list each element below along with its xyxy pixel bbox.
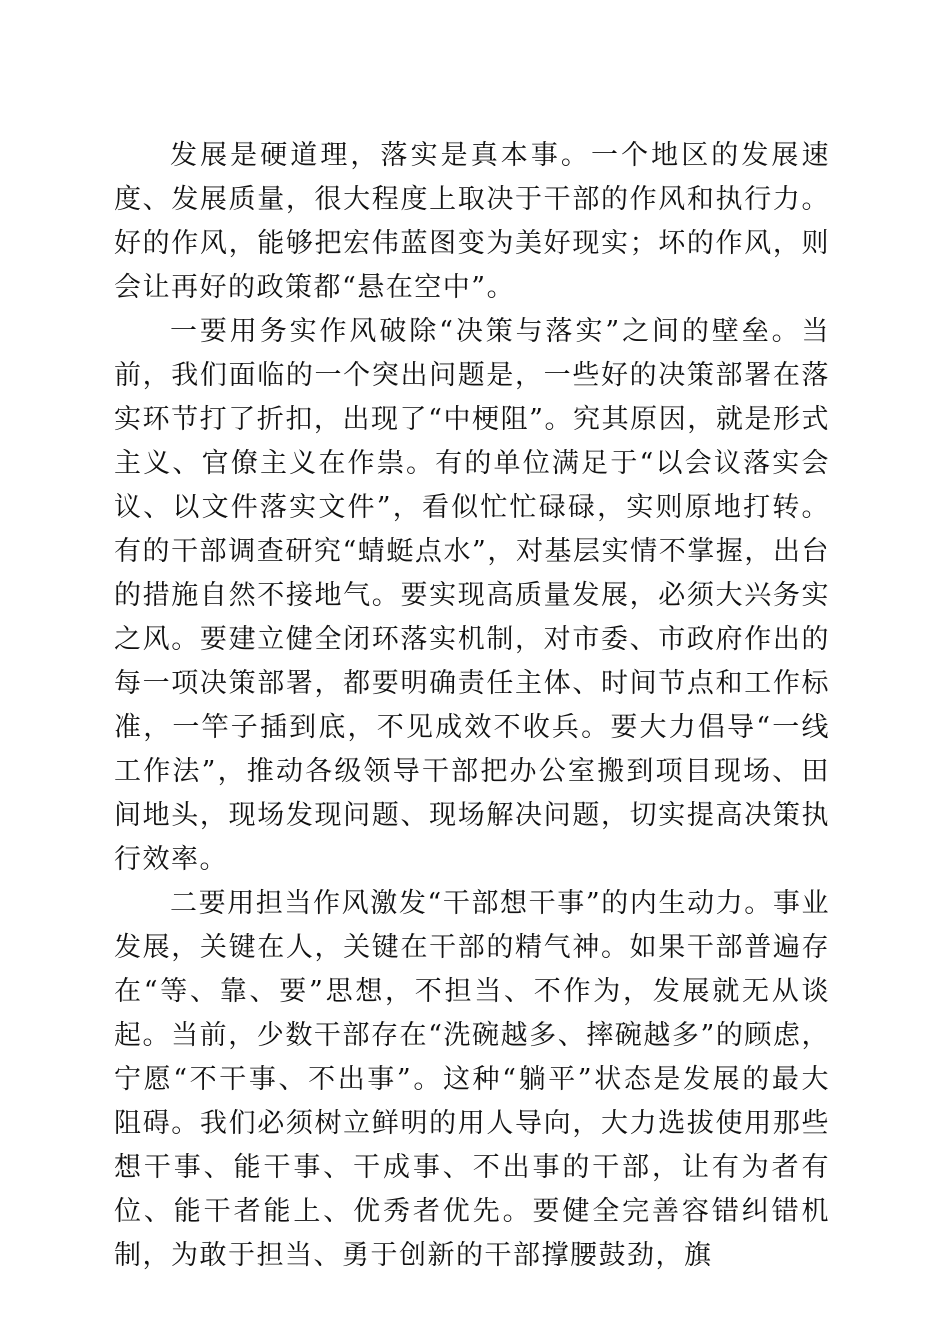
paragraph-intro: 发展是硬道理，落实是真本事。一个地区的发展速度、发展质量，很大程度上取决于干部的作风和执行力。好的作风，能够把宏伟蓝图变为美好现实；坏的作风，则会让再好的政策都“悬在空中”。 [114,140,830,303]
paragraph-point-one: 一要用务实作风破除“决策与落实”之间的壁垒。当前，我们面临的一个突出问题是，一些好的决策部署在落实环节打了折扣，出现了“中梗阻”。究其原因，就是形式主义、官僚主义在作祟。有的单位满足于“以会议落实会议、以文件落实文件”，看似忙忙碌碌，实则原地打转。有的干部调查研究“蜻蜓点水”，对基层实情不掌握，出台的措施自然不接地气。要实现高质量发展，必须大兴务实之风。要建立健全闭环落实机制，对市委、市政府作出的每一项决策部署，都要明确责任主体、时间节点和工作标准，一竿子插到底，不见成效不收兵。要大力倡导“一线工作法”，推动各级领导干部把办公室搬到项目现场、田间地头，现场发现问题、现场解决问题，切实提高决策执行效率。 [114,316,830,875]
document-body [114,134,830,1278]
paragraph-point-two: 二要用担当作风激发“干部想干事”的内生动力。事业发展，关键在人，关键在干部的精气神。如果干部普遍存在“等、靠、要”思想，不担当、不作为，发展就无从谈起。当前，少数干部存在“洗碗越多、摔碗越多”的顾虑，宁愿“不干事、不出事”。这种“躺平”状态是发展的最大阻碍。我们必须树立鲜明的用人导向，大力选拔使用那些想干事、能干事、干成事、不出事的干部，让有为者有位、能干者能上、优秀者优先。要健全完善容错纠错机制，为敢于担当、勇于创新的干部撑腰鼓劲，旗 [114,888,830,1271]
